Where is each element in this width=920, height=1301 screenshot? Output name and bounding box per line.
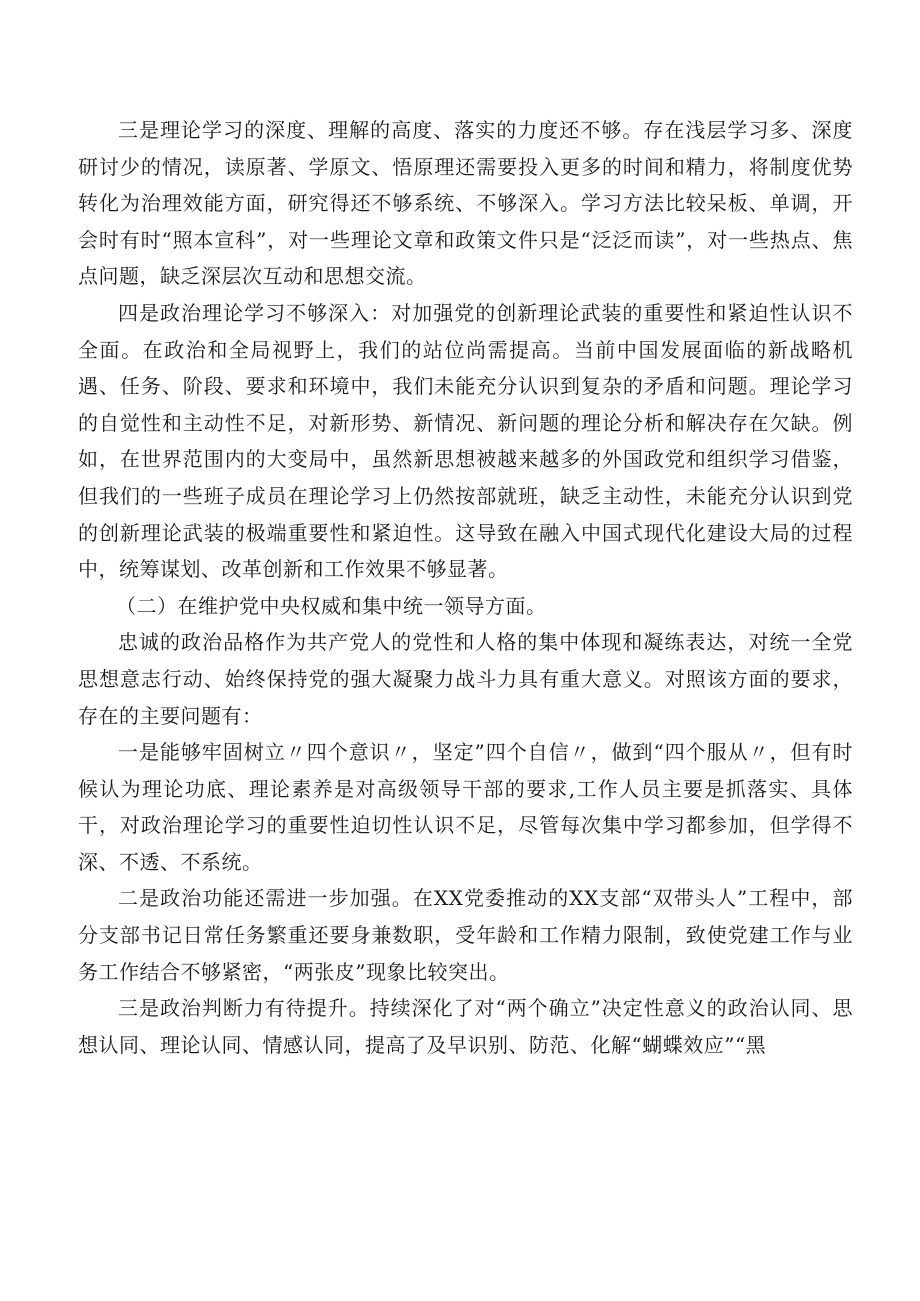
paragraph-political-theory-study: 四是政治理论学习不够深入：对加强党的创新理论武装的重要性和紧迫性认识不全面。在政治和全局视野上，我们的站位尚需提高。当前中国发展面临的新战略机遇、任务、阶段、要求和环境中，我们未能充分认识到复杂的矛盾和问题。理论学习的自觉性和主动性不足，对新形势、新情况、新问题的理论分析和解决存在欠缺。例如，在世界范围内的大变局中，虽然新思想被越来越多的外国政党和组织学习借鉴，但我们的一些班子成员在理论学习上仍然按部就班，缺乏主动性，未能充分认识到党的创新理论武装的极端重要性和紧迫性。这导致在融入中国式现代化建设大局的过程中，统筹谋划、改革创新和工作效果不够显著。 xyxy=(78,300,853,582)
paragraph-theory-study-depth: 三是理论学习的深度、理解的高度、落实的力度还不够。存在浅层学习多、深度研讨少的情况，读原著、学原文、悟原理还需要投入更多的时间和精力，将制度优势转化为治理效能方面，研究得还不够系统、不够深入。学习方法比较呆板、单调，开会时有时“照本宣科”，对一些理论文章和政策文件只是“泛泛而读”，对一些热点、焦点问题，缺乏深层次互动和思想交流。 xyxy=(78,118,853,289)
paragraph-four-consciousness: 一是能够牢固树立〃四个意识〃，坚定”四个自信〃，做到“四个服从〃，但有时候认为理论功底、理论素养是对高级领导干部的要求,工作人员主要是抓落实、具体干，对政治理论学习的重要性迫切性认识不足，尽管每次集中学习都参加，但学得不深、不透、不系统。 xyxy=(78,740,853,874)
paragraph-loyalty-intro: 忠诚的政治品格作为共产党人的党性和人格的集中体现和凝练表达，对统一全党思想意志行动、始终保持党的强大凝聚力战斗力具有重大意义。对照该方面的要求，存在的主要问题有： xyxy=(78,630,853,728)
section-heading-central-authority: （二）在维护党中央权威和集中统一领导方面。 xyxy=(116,593,547,618)
paragraph-political-judgment: 三是政治判断力有待提升。持续深化了对“两个确立”决定性意义的政治认同、思想认同、理论认同、情感认同，提高了及早识别、防范、化解“蝴蝶效应”“黑 xyxy=(78,996,853,1057)
paragraph-political-function: 二是政治功能还需进一步加强。在XX党委推动的XX支部“双带头人”工程中，部分支部书记日常任务繁重还要身兼数职，受年龄和工作精力限制，致使党建工作与业务工作结合不够紧密，“两张皮”现象比较突出。 xyxy=(78,886,853,984)
document-body xyxy=(78,112,853,1063)
